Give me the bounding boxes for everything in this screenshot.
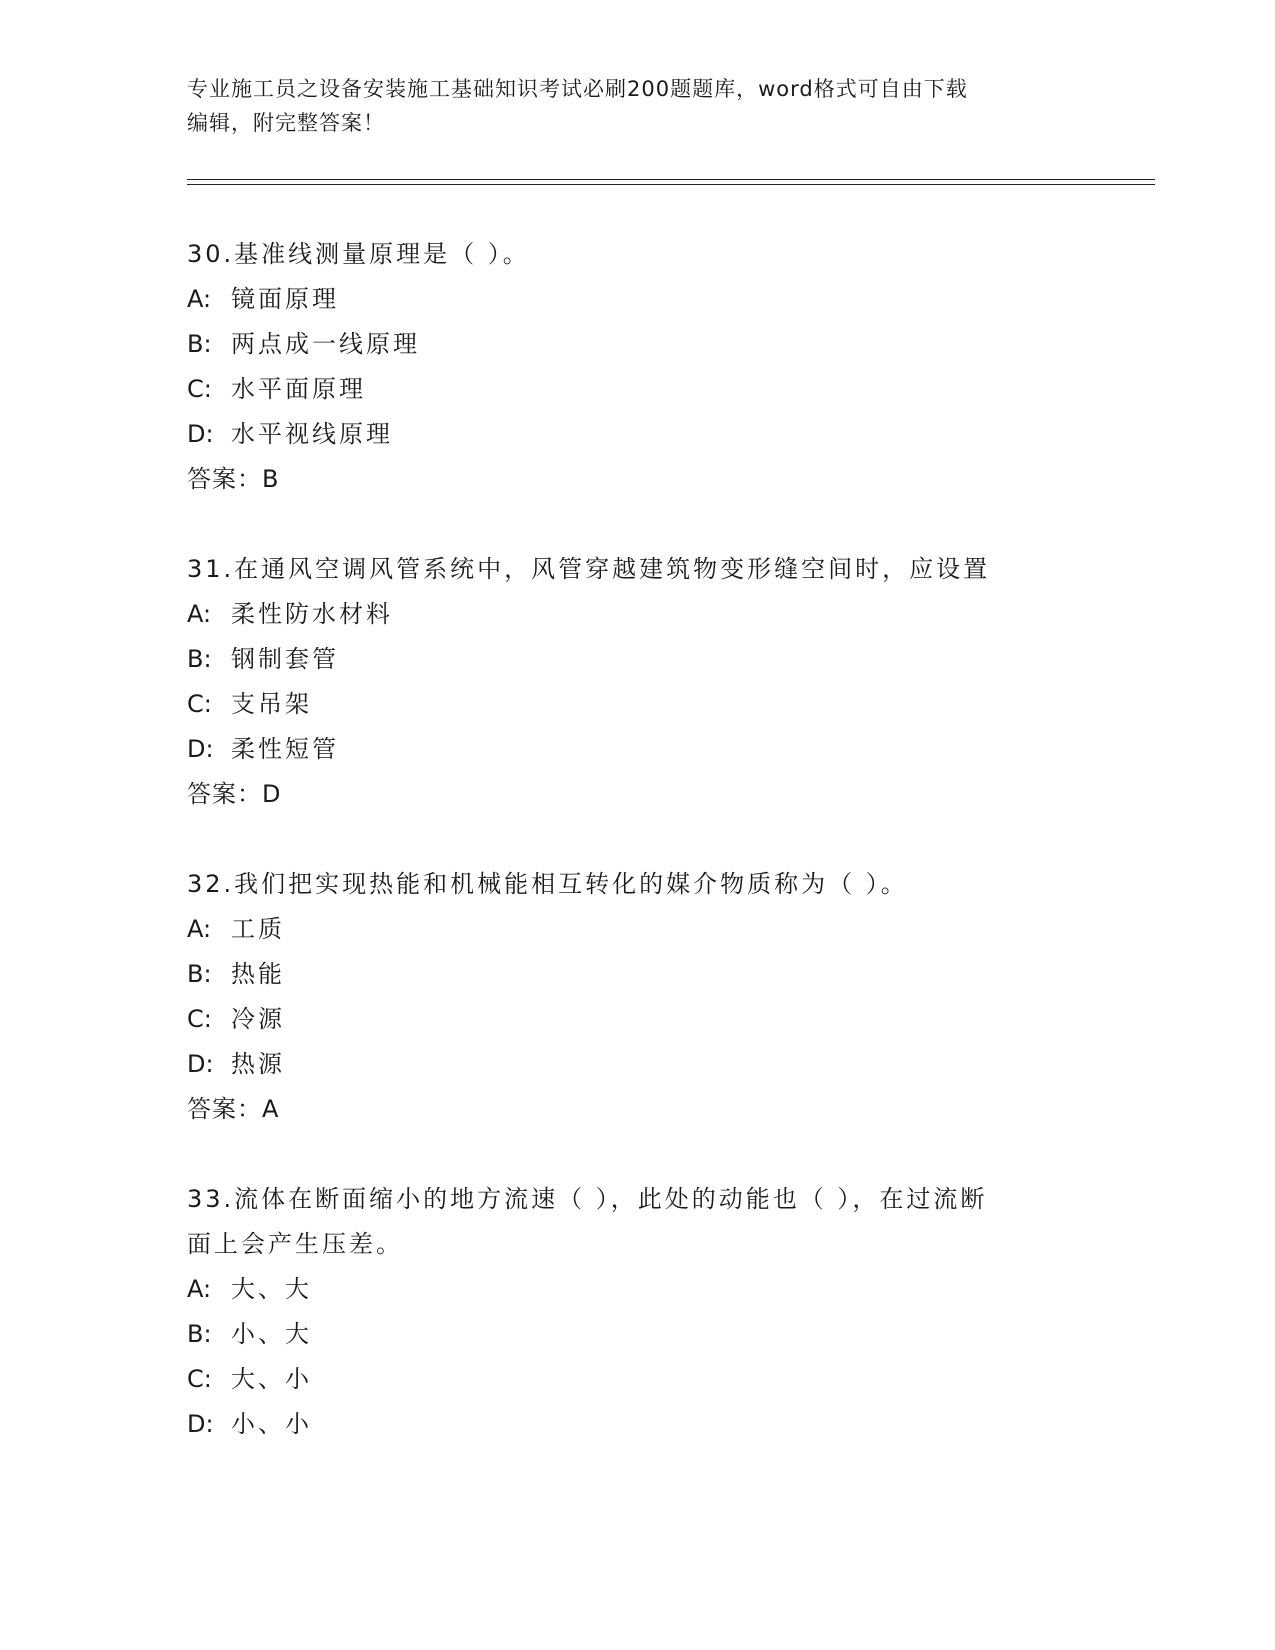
option-letter: B: (187, 1320, 212, 1348)
option-letter: D: (187, 735, 214, 763)
option-text: 热能 (231, 960, 285, 988)
answer-value: A (262, 1095, 280, 1123)
question-title: 32.我们把实现热能和机械能相互转化的媒介物质称为（ ）。 (187, 870, 908, 898)
option-c (187, 682, 1107, 727)
option-text: 柔性短管 (231, 735, 339, 763)
option-text: 两点成一线原理 (231, 330, 420, 358)
header-line-1: 专业施工员之设备安装施工基础知识考试必刷200题题库，word格式可自由下载 (187, 77, 968, 101)
option-text: 柔性防水材料 (231, 600, 393, 628)
answer-line (187, 772, 1107, 817)
option-letter: C: (187, 375, 212, 403)
option-d (187, 412, 1107, 457)
answer-value: D (262, 780, 282, 808)
option-letter: D: (187, 1050, 214, 1078)
answer-line (187, 1087, 1107, 1132)
option-letter: C: (187, 690, 212, 718)
option-letter: C: (187, 1365, 212, 1393)
option-text: 镜面原理 (231, 285, 339, 313)
option-letter: B: (187, 330, 212, 358)
option-a (187, 1267, 1107, 1312)
answer-line (187, 457, 1107, 502)
option-a (187, 592, 1107, 637)
question-title: 30.基准线测量原理是（ ）。 (187, 240, 530, 268)
header-divider-top (187, 179, 1155, 180)
option-text: 大、小 (231, 1365, 312, 1393)
header-divider-bottom (187, 184, 1155, 185)
answer-label: 答案： (187, 780, 262, 808)
option-b (187, 952, 1107, 997)
answer-value: B (262, 465, 280, 493)
question-title: 33.流体在断面缩小的地方流速（ ），此处的动能也（ ），在过流断 (187, 1185, 988, 1213)
question-title-continued: 面上会产生压差。 (187, 1230, 403, 1258)
question-31 (187, 547, 1107, 817)
option-letter: D: (187, 1410, 214, 1438)
option-letter: D: (187, 420, 214, 448)
option-a (187, 907, 1107, 952)
option-text: 水平视线原理 (231, 420, 393, 448)
answer-label: 答案： (187, 1095, 262, 1123)
header-line-2: 编辑，附完整答案！ (187, 111, 385, 135)
option-letter: B: (187, 960, 212, 988)
option-c (187, 997, 1107, 1042)
option-text: 工质 (231, 915, 285, 943)
option-a (187, 277, 1107, 322)
option-letter: B: (187, 645, 212, 673)
question-30 (187, 232, 1107, 502)
option-text: 小、小 (231, 1410, 312, 1438)
answer-label: 答案： (187, 465, 262, 493)
option-text: 热源 (231, 1050, 285, 1078)
option-text: 大、大 (231, 1275, 312, 1303)
option-letter: C: (187, 1005, 212, 1033)
option-b (187, 1312, 1107, 1357)
document-header (187, 72, 1087, 140)
option-letter: A: (187, 285, 212, 313)
question-title: 31.在通风空调风管系统中，风管穿越建筑物变形缝空间时，应设置 (187, 555, 991, 583)
option-letter: A: (187, 915, 212, 943)
question-32 (187, 862, 1107, 1132)
option-text: 水平面原理 (231, 375, 366, 403)
option-c (187, 367, 1107, 412)
option-b (187, 322, 1107, 367)
option-text: 钢制套管 (231, 645, 339, 673)
option-d (187, 1042, 1107, 1087)
option-d (187, 1402, 1107, 1447)
option-letter: A: (187, 1275, 212, 1303)
option-text: 冷源 (231, 1005, 285, 1033)
option-text: 小、大 (231, 1320, 312, 1348)
question-33 (187, 1177, 1107, 1447)
option-b (187, 637, 1107, 682)
option-c (187, 1357, 1107, 1402)
option-letter: A: (187, 600, 212, 628)
option-d (187, 727, 1107, 772)
option-text: 支吊架 (231, 690, 312, 718)
